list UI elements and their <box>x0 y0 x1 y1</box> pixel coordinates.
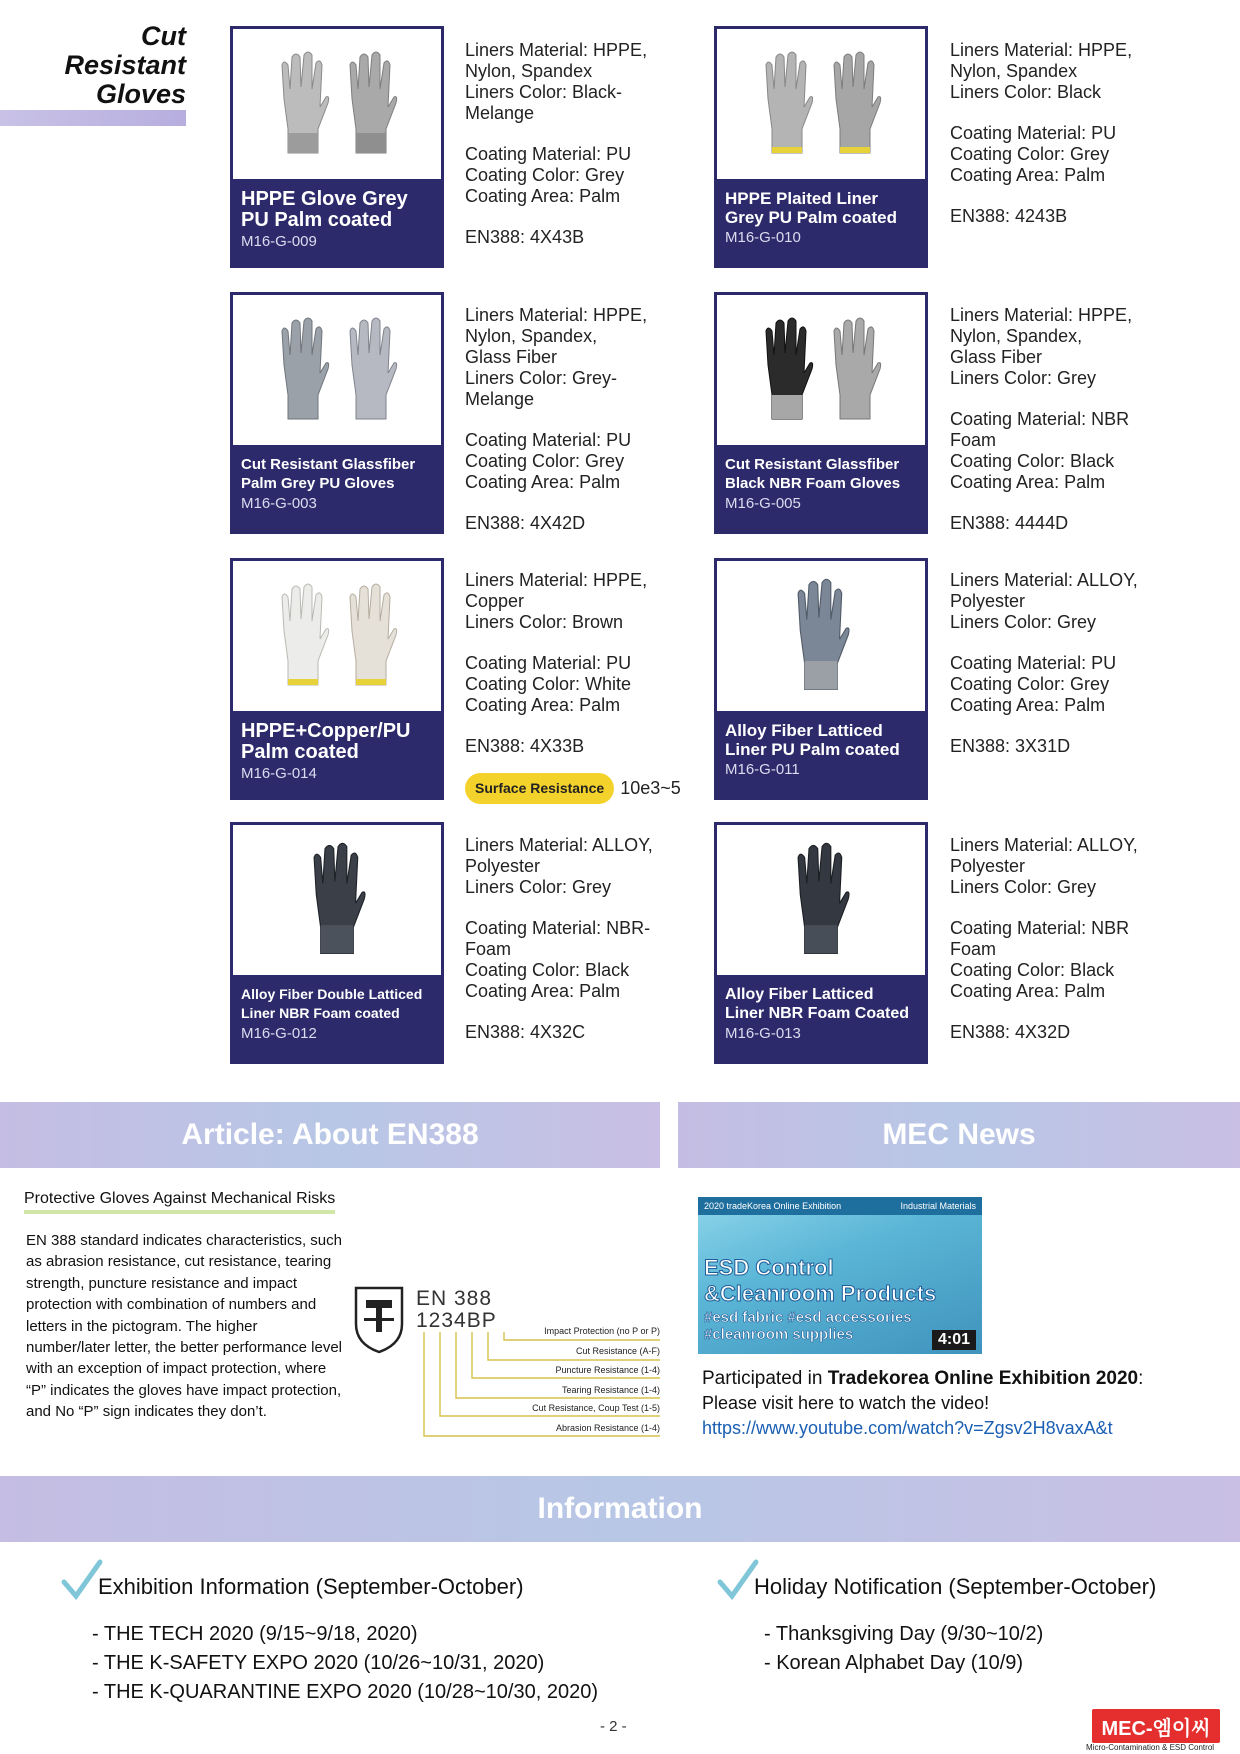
glove-icon <box>302 840 372 960</box>
list-item: - Thanksgiving Day (9/30~10/2) <box>764 1623 1044 1645</box>
information-band <box>0 1476 1240 1542</box>
product-caption <box>717 179 925 265</box>
product-specs <box>950 835 1180 1063</box>
information-heading: Information <box>537 1492 703 1525</box>
product-code: M16-G-011 <box>725 761 800 778</box>
pictogram-code-line1: EN 388 <box>416 1287 493 1310</box>
product-card[interactable] <box>714 822 928 1064</box>
coating-specs: Coating Material: NBR Foam Coating Color: Black Coating Area: Palm <box>950 409 1130 492</box>
video-duration: 4:01 <box>932 1330 976 1350</box>
glove-photo <box>233 29 441 179</box>
mec-logo: MEC-엠이씨 <box>1092 1709 1220 1743</box>
product-code: M16-G-005 <box>725 495 801 512</box>
en388-pictogram-code <box>416 1288 497 1332</box>
en388-rating: EN388: 4X42D <box>465 513 586 533</box>
glove-icon <box>826 49 884 159</box>
news-text <box>702 1366 1222 1441</box>
news-line-2: Please visit here to watch the video! <box>702 1393 990 1413</box>
video-tag-bar <box>698 1197 982 1215</box>
liner-specs: Liners Material: HPPE, Nylon, Spandex Liners Color: Black <box>950 40 1133 102</box>
glove-icon <box>342 49 400 159</box>
section-title: Cut Resistant Gloves <box>64 21 186 109</box>
video-hashtags <box>704 1309 912 1343</box>
surface-resistance <box>465 773 681 804</box>
news-heading: MEC News <box>882 1118 1036 1151</box>
surface-resistance-value: 10e3~5 <box>620 778 681 798</box>
en388-rating: EN388: 4444D <box>950 513 1069 533</box>
coating-specs: Coating Material: PU Coating Color: Grey Coating Area: Palm <box>465 430 632 492</box>
hammer-shield-icon <box>352 1284 406 1354</box>
product-caption <box>233 179 441 265</box>
coating-specs: Coating Material: PU Coating Color: Grey Coating Area: Palm <box>465 144 632 206</box>
product-card[interactable] <box>714 292 928 534</box>
product-name: Alloy Fiber Latticed Liner PU Palm coated <box>725 721 900 759</box>
pictogram-label: Cut Resistance (A-F) <box>575 1346 660 1356</box>
glove-icon <box>786 576 856 696</box>
en388-rating: EN388: 4243B <box>950 206 1068 226</box>
news-prefix: Participated in <box>702 1368 828 1389</box>
pictogram-label: Puncture Resistance (1-4) <box>555 1365 660 1375</box>
product-caption <box>233 445 441 531</box>
glove-photo <box>233 561 441 711</box>
product-card[interactable] <box>230 292 444 534</box>
product-card[interactable] <box>230 558 444 800</box>
glove-icon <box>826 315 884 425</box>
product-name: Cut Resistant Glassfiber Black NBR Foam Gloves <box>725 456 901 492</box>
pictogram-label: Abrasion Resistance (1-4) <box>555 1423 660 1433</box>
page-number: - 2 - <box>600 1718 627 1735</box>
title-accent-bar <box>0 110 186 126</box>
article-subheading: Protective Gloves Against Mechanical Risks <box>24 1190 335 1214</box>
product-caption <box>717 445 925 531</box>
product-caption <box>717 711 925 797</box>
pictogram-label: Cut Resistance, Coup Test (1-5) <box>532 1403 660 1413</box>
list-item: - THE TECH 2020 (9/15~9/18, 2020) <box>92 1623 418 1645</box>
holiday-list <box>764 1620 1043 1678</box>
product-specs <box>950 40 1180 247</box>
product-specs <box>950 570 1180 777</box>
liner-specs: Liners Material: HPPE, Copper Liners Color: Brown <box>465 570 648 632</box>
product-code: M16-G-003 <box>241 495 317 512</box>
holiday-heading: Holiday Notification (September-October) <box>754 1574 1157 1599</box>
glove-icon <box>758 49 816 159</box>
product-specs <box>950 305 1180 554</box>
product-name: HPPE Plaited Liner Grey PU Palm coated <box>725 189 897 227</box>
video-thumbnail[interactable] <box>698 1197 982 1354</box>
video-link[interactable]: https://www.youtube.com/watch?v=Zgsv2H8vaxA&t <box>702 1418 1113 1438</box>
product-code: M16-G-013 <box>725 1025 801 1042</box>
pictogram-code-line2: 1234BP <box>416 1309 497 1332</box>
en388-rating: EN388: 4X33B <box>465 736 585 756</box>
product-caption <box>233 711 441 797</box>
product-name: HPPE Glove Grey PU Palm coated <box>241 188 408 231</box>
product-specs <box>465 305 695 554</box>
product-caption <box>233 975 441 1061</box>
liner-specs: Liners Material: HPPE, Nylon, Spandex, Glass Fiber Liners Color: Grey <box>950 305 1133 388</box>
liner-specs: Liners Material: HPPE, Nylon, Spandex, Glass Fiber Liners Color: Grey- Melange <box>465 305 648 409</box>
glove-icon <box>758 315 816 425</box>
en388-rating: EN388: 4X32C <box>465 1022 586 1042</box>
glove-icon <box>274 581 332 691</box>
product-code: M16-G-009 <box>241 233 317 250</box>
video-title-1: ESD Control <box>704 1255 834 1280</box>
product-code: M16-G-010 <box>725 229 801 246</box>
list-item: - THE K-SAFETY EXPO 2020 (10/26~10/31, 2020) <box>92 1652 545 1674</box>
video-tag-left: 2020 tradeKorea Online Exhibition <box>704 1201 842 1211</box>
list-item: - Korean Alphabet Day (10/9) <box>764 1652 1024 1674</box>
en388-rating: EN388: 4X43B <box>465 227 585 247</box>
glove-icon <box>786 840 856 960</box>
product-card[interactable] <box>714 26 928 268</box>
coating-specs: Coating Material: PU Coating Color: Grey Coating Area: Palm <box>950 653 1117 715</box>
product-caption <box>717 975 925 1061</box>
video-tag-right: Industrial Materials <box>900 1201 976 1211</box>
liner-specs: Liners Material: HPPE, Nylon, Spandex Liners Color: Black- Melange <box>465 40 648 123</box>
video-hashtags-1: #esd fabric #esd accessories <box>704 1309 912 1326</box>
pictogram-label: Impact Protection (no P or P) <box>544 1326 660 1336</box>
glove-icon <box>274 315 332 425</box>
product-name: Alloy Fiber Latticed Liner NBR Foam Coated <box>725 986 910 1022</box>
liner-specs: Liners Material: ALLOY, Polyester Liners Color: Grey <box>950 570 1138 632</box>
en388-rating: EN388: 3X31D <box>950 736 1071 756</box>
product-name: HPPE+Copper/PU Palm coated <box>241 720 411 763</box>
glove-photo <box>717 295 925 445</box>
coating-specs: Coating Material: PU Coating Color: White Coating Area: Palm <box>465 653 632 715</box>
news-line-1 <box>702 1366 1222 1391</box>
coating-specs: Coating Material: NBR Foam Coating Color: Black Coating Area: Palm <box>950 918 1130 1001</box>
product-name: Alloy Fiber Double Latticed Liner NBR Foam coated <box>241 986 423 1021</box>
product-card[interactable] <box>230 26 444 268</box>
coating-specs: Coating Material: PU Coating Color: Grey Coating Area: Palm <box>950 123 1117 185</box>
exhibition-heading: Exhibition Information (September-October) <box>98 1574 524 1599</box>
glove-photo <box>717 29 925 179</box>
liner-specs: Liners Material: ALLOY, Polyester Liners Color: Grey <box>465 835 653 897</box>
glove-icon <box>342 315 400 425</box>
pictogram-label: Tearing Resistance (1-4) <box>561 1385 660 1395</box>
product-code: M16-G-014 <box>241 765 317 782</box>
glove-photo <box>717 561 925 711</box>
product-specs <box>465 40 695 268</box>
product-specs <box>465 835 695 1063</box>
surface-resistance-badge: Surface Resistance <box>465 773 614 804</box>
news-exhibition-name: Tradekorea Online Exhibition 2020 <box>827 1368 1139 1389</box>
liner-specs: Liners Material: ALLOY, Polyester Liners Color: Grey <box>950 835 1138 897</box>
video-title-2: &Cleanroom Products <box>704 1281 937 1306</box>
article-band <box>0 1102 660 1168</box>
glove-icon <box>342 581 400 691</box>
product-code: M16-G-012 <box>241 1025 317 1042</box>
coating-specs: Coating Material: NBR- Foam Coating Color: Black Coating Area: Palm <box>465 918 651 1001</box>
news-suffix: : <box>1138 1368 1144 1389</box>
en388-rating: EN388: 4X32D <box>950 1022 1071 1042</box>
article-body: EN 388 standard indicates characteristics, such as abrasion resistance, cut resistance, tearing strength, puncture resistance and impact protection with combination of numbers and letters in the pictogram. The higher number/later letter, the better performance level with an exception of impact protection, where “P” indicates the gloves have impact protection, and No “P” sign indicates they don’t. <box>26 1232 342 1421</box>
glove-photo <box>717 825 925 975</box>
article-heading: Article: About EN388 <box>181 1118 479 1151</box>
video-hashtags-2: #cleanroom supplies <box>704 1326 854 1343</box>
product-card[interactable] <box>230 822 444 1064</box>
product-card[interactable] <box>714 558 928 800</box>
exhibition-list <box>92 1620 598 1707</box>
glove-icon <box>274 49 332 159</box>
list-item: - THE K-QUARANTINE EXPO 2020 (10/28~10/30, 2020) <box>92 1681 598 1703</box>
product-specs <box>465 570 695 804</box>
glove-photo <box>233 295 441 445</box>
product-name: Cut Resistant Glassfiber Palm Grey PU Gloves <box>241 456 416 492</box>
mec-logo-tagline: Micro-Contamination & ESD Control <box>1086 1743 1215 1752</box>
glove-photo <box>233 825 441 975</box>
news-band <box>678 1102 1240 1168</box>
